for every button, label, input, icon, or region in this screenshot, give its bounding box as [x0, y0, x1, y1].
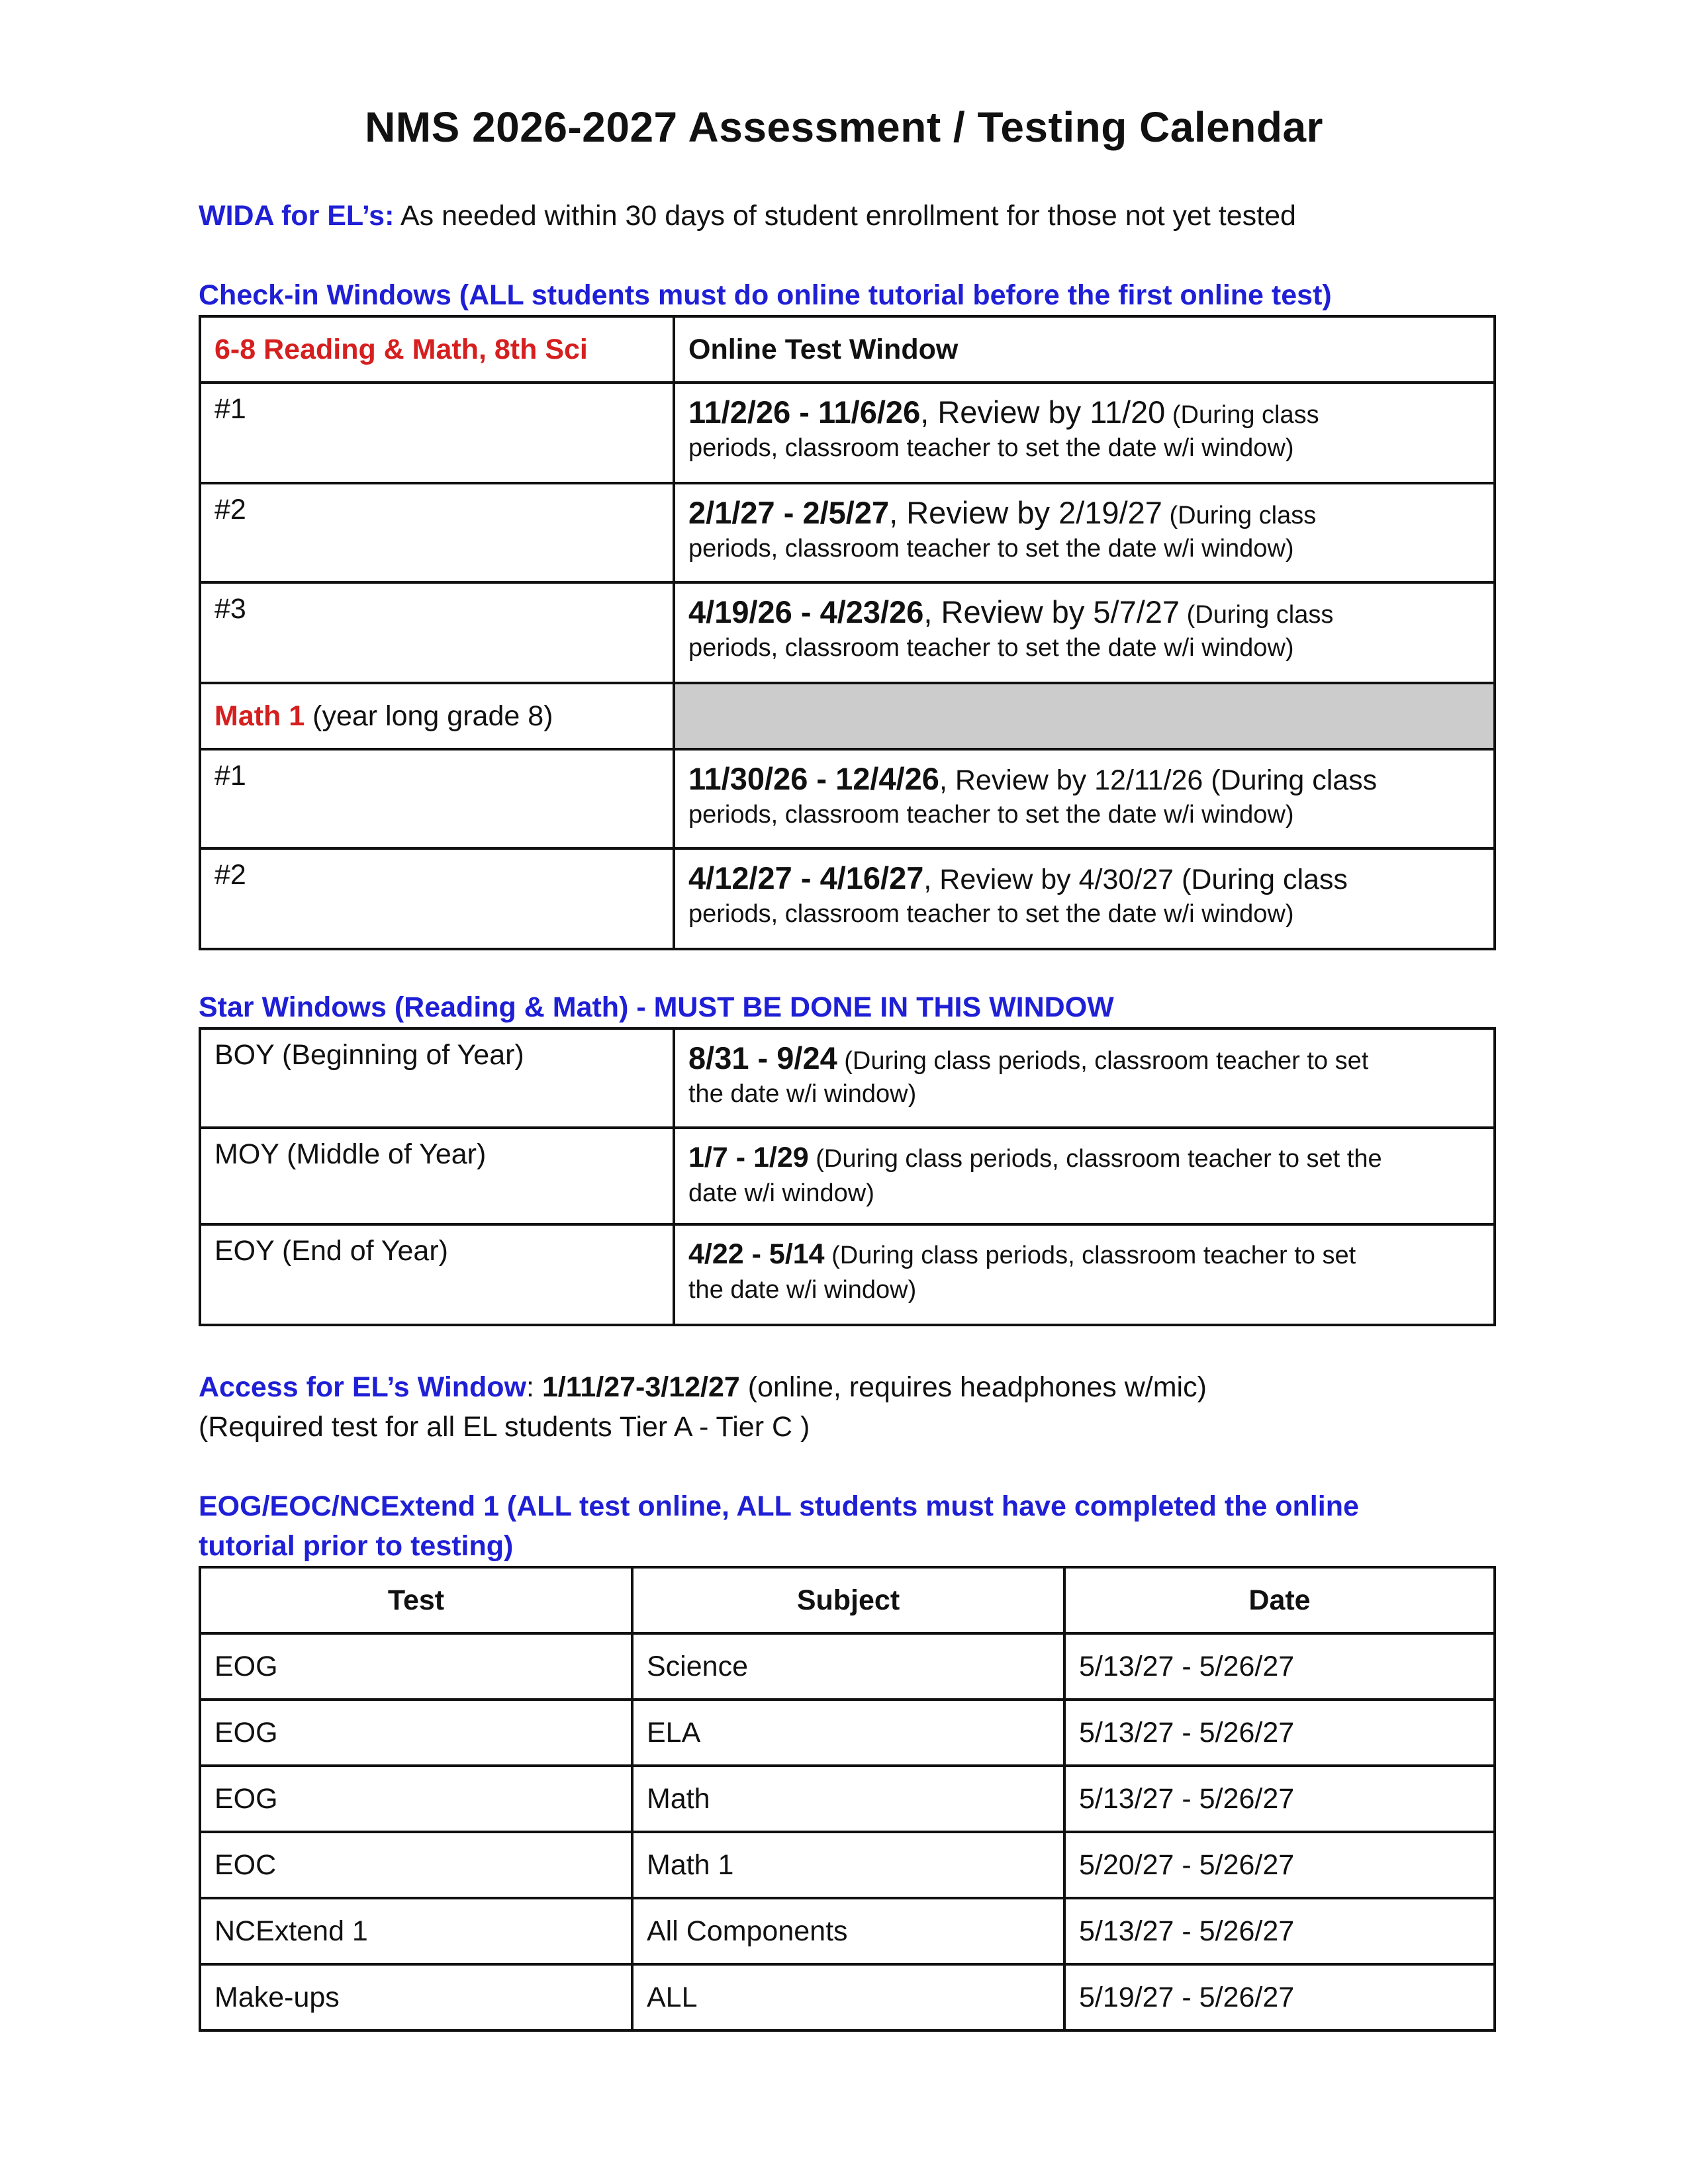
star-row — [200, 1224, 1495, 1325]
checkin-table — [199, 315, 1496, 950]
math1-row-window: 4/12/27 - 4/16/27, Review by 4/30/27 (During class periods, classroom teacher to set the date w/i window) — [674, 848, 1495, 949]
star-row-window: 4/22 - 5/14 (During class periods, classroom teacher to set the date w/i window) — [674, 1224, 1495, 1325]
eog-col-subject: Subject — [632, 1567, 1064, 1633]
wida-label: WIDA for EL’s: — [199, 200, 395, 232]
checkin-heading: Check-in Windows (ALL students must do online tutorial before the first online test) — [199, 279, 1332, 311]
eog-cell-test: EOG — [200, 1766, 632, 1832]
wida-line — [199, 196, 1496, 236]
page-title: NMS 2026-2027 Assessment / Testing Calendar — [365, 103, 1323, 151]
table-row — [200, 1766, 1495, 1832]
access-line: Access for EL’s Window: 1/11/27-3/12/27 (online, requires headphones w/mic) — [199, 1371, 1207, 1403]
eog-cell-subject: Math 1 — [632, 1832, 1064, 1898]
eog-cell-subject: ELA — [632, 1700, 1064, 1766]
eog-col-date: Date — [1064, 1567, 1495, 1633]
star-row-window: 8/31 - 9/24 (During class periods, classroom teacher to set the date w/i window) — [674, 1028, 1495, 1128]
eog-cell-test: EOG — [200, 1633, 632, 1700]
eog-header-row — [200, 1567, 1495, 1633]
table-row — [200, 1832, 1495, 1898]
checkin-header-right: Online Test Window — [674, 316, 1495, 383]
eog-cell-date: 5/20/27 - 5/26/27 — [1064, 1832, 1495, 1898]
star-row — [200, 1128, 1495, 1224]
checkin-row-num: #2 — [200, 483, 674, 582]
checkin-row-window: 11/2/26 - 11/6/26, Review by 11/20 (During class periods, classroom teacher to set the date w/i window) — [674, 383, 1495, 483]
star-row-label: MOY (Middle of Year) — [200, 1128, 674, 1224]
eog-cell-test: NCExtend 1 — [200, 1898, 632, 1964]
star-table — [199, 1027, 1496, 1326]
access-label: Access for EL’s Window — [199, 1371, 527, 1403]
table-row — [200, 1898, 1495, 1964]
eog-cell-subject: Math — [632, 1766, 1064, 1832]
eog-col-test: Test — [200, 1567, 632, 1633]
eog-cell-date: 5/13/27 - 5/26/27 — [1064, 1700, 1495, 1766]
access-line-2: (Required test for all EL students Tier A - Tier C ) — [199, 1411, 810, 1443]
math1-row-window: 11/30/26 - 12/4/26, Review by 12/11/26 (During class periods, classroom teacher to set the date w/i window) — [674, 749, 1495, 848]
checkin-row — [200, 582, 1495, 683]
eog-cell-date: 5/19/27 - 5/26/27 — [1064, 1964, 1495, 2030]
math1-row — [200, 749, 1495, 848]
access-note: (online, requires headphones w/mic) — [739, 1371, 1207, 1403]
checkin-row-num: #1 — [200, 383, 674, 483]
math1-row-num: #1 — [200, 749, 674, 848]
eog-heading-2: tutorial prior to testing) — [199, 1530, 514, 1562]
access-dates: 1/11/27-3/12/27 — [541, 1371, 740, 1403]
checkin-row-window: 4/19/26 - 4/23/26, Review by 5/7/27 (During class periods, classroom teacher to set the date w/i window) — [674, 582, 1495, 683]
eog-heading-1: EOG/EOC/NCExtend 1 (ALL test online, ALL students must have completed the online — [199, 1490, 1359, 1522]
checkin-row-num: #3 — [200, 582, 674, 683]
star-row-window: 1/7 - 1/29 (During class periods, classroom teacher to set the date w/i window) — [674, 1128, 1495, 1224]
wida-text: As needed within 30 days of student enrollment for those not yet tested — [394, 200, 1296, 232]
math1-blank-cell — [674, 683, 1495, 749]
eog-cell-test: EOG — [200, 1700, 632, 1766]
checkin-row — [200, 483, 1495, 582]
math1-label-cell: Math 1 (year long grade 8) — [200, 683, 674, 749]
eog-table — [199, 1566, 1496, 2032]
checkin-row — [200, 383, 1495, 483]
eog-cell-subject: All Components — [632, 1898, 1064, 1964]
eog-cell-subject: ALL — [632, 1964, 1064, 2030]
eog-cell-test: Make-ups — [200, 1964, 632, 2030]
star-row — [200, 1028, 1495, 1128]
table-row — [200, 1633, 1495, 1700]
eog-cell-date: 5/13/27 - 5/26/27 — [1064, 1898, 1495, 1964]
star-heading: Star Windows (Reading & Math) - MUST BE DONE IN THIS WINDOW — [199, 991, 1114, 1023]
checkin-header-row — [200, 316, 1495, 383]
eog-cell-date: 5/13/27 - 5/26/27 — [1064, 1633, 1495, 1700]
table-row — [200, 1964, 1495, 2030]
document-page — [199, 99, 1496, 2032]
star-row-label: BOY (Beginning of Year) — [200, 1028, 674, 1128]
star-row-label: EOY (End of Year) — [200, 1224, 674, 1325]
math1-header-row — [200, 683, 1495, 749]
eog-cell-date: 5/13/27 - 5/26/27 — [1064, 1766, 1495, 1832]
math1-row-num: #2 — [200, 848, 674, 949]
eog-cell-subject: Science — [632, 1633, 1064, 1700]
math1-row — [200, 848, 1495, 949]
checkin-row-window: 2/1/27 - 2/5/27, Review by 2/19/27 (During class periods, classroom teacher to set the date w/i window) — [674, 483, 1495, 582]
table-row — [200, 1700, 1495, 1766]
checkin-header-left: 6-8 Reading & Math, 8th Sci — [200, 316, 674, 383]
eog-cell-test: EOC — [200, 1832, 632, 1898]
